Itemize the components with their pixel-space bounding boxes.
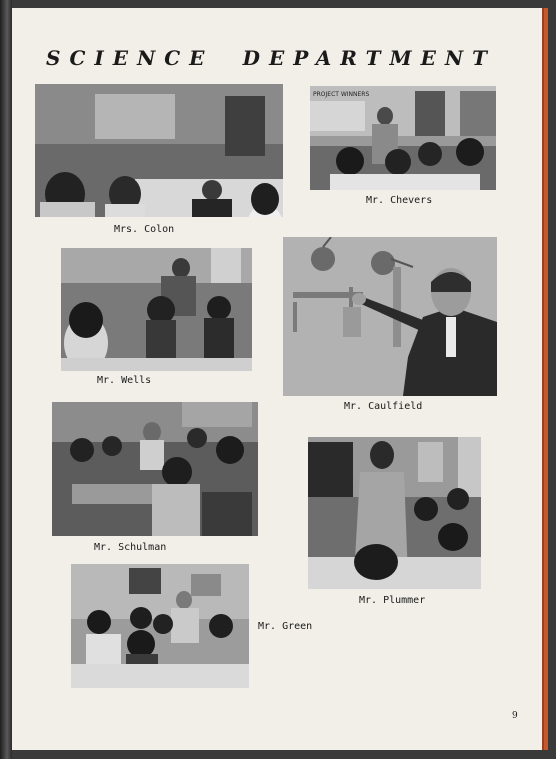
caption-mr-green: Mr. Green	[258, 621, 313, 632]
page-number: 9	[512, 711, 518, 721]
caption-mr-chevers: Mr. Chevers	[366, 195, 433, 206]
book-binding	[0, 0, 12, 759]
caption-mr-plummer: Mr. Plummer	[359, 595, 426, 606]
caption-mrs-colon: Mrs. Colon	[114, 224, 175, 235]
photo-mr-wells	[61, 248, 252, 371]
photo-mr-green	[71, 564, 249, 688]
photo-mr-plummer	[308, 437, 481, 589]
photo-mr-schulman	[52, 402, 258, 536]
title-word-science: SCIENCE	[46, 46, 214, 70]
photo-mrs-colon	[35, 84, 283, 217]
photo-mr-chevers	[310, 86, 496, 190]
caption-mr-caulfield: Mr. Caulfield	[344, 401, 423, 412]
photo-mr-caulfield	[283, 237, 497, 396]
title-word-department: DEPARTMENT	[242, 46, 496, 70]
caption-mr-wells: Mr. Wells	[97, 375, 152, 386]
page-title	[46, 46, 496, 70]
caption-mr-schulman: Mr. Schulman	[94, 542, 167, 553]
sign-project-winners: PROJECT WINNERS	[313, 91, 370, 98]
